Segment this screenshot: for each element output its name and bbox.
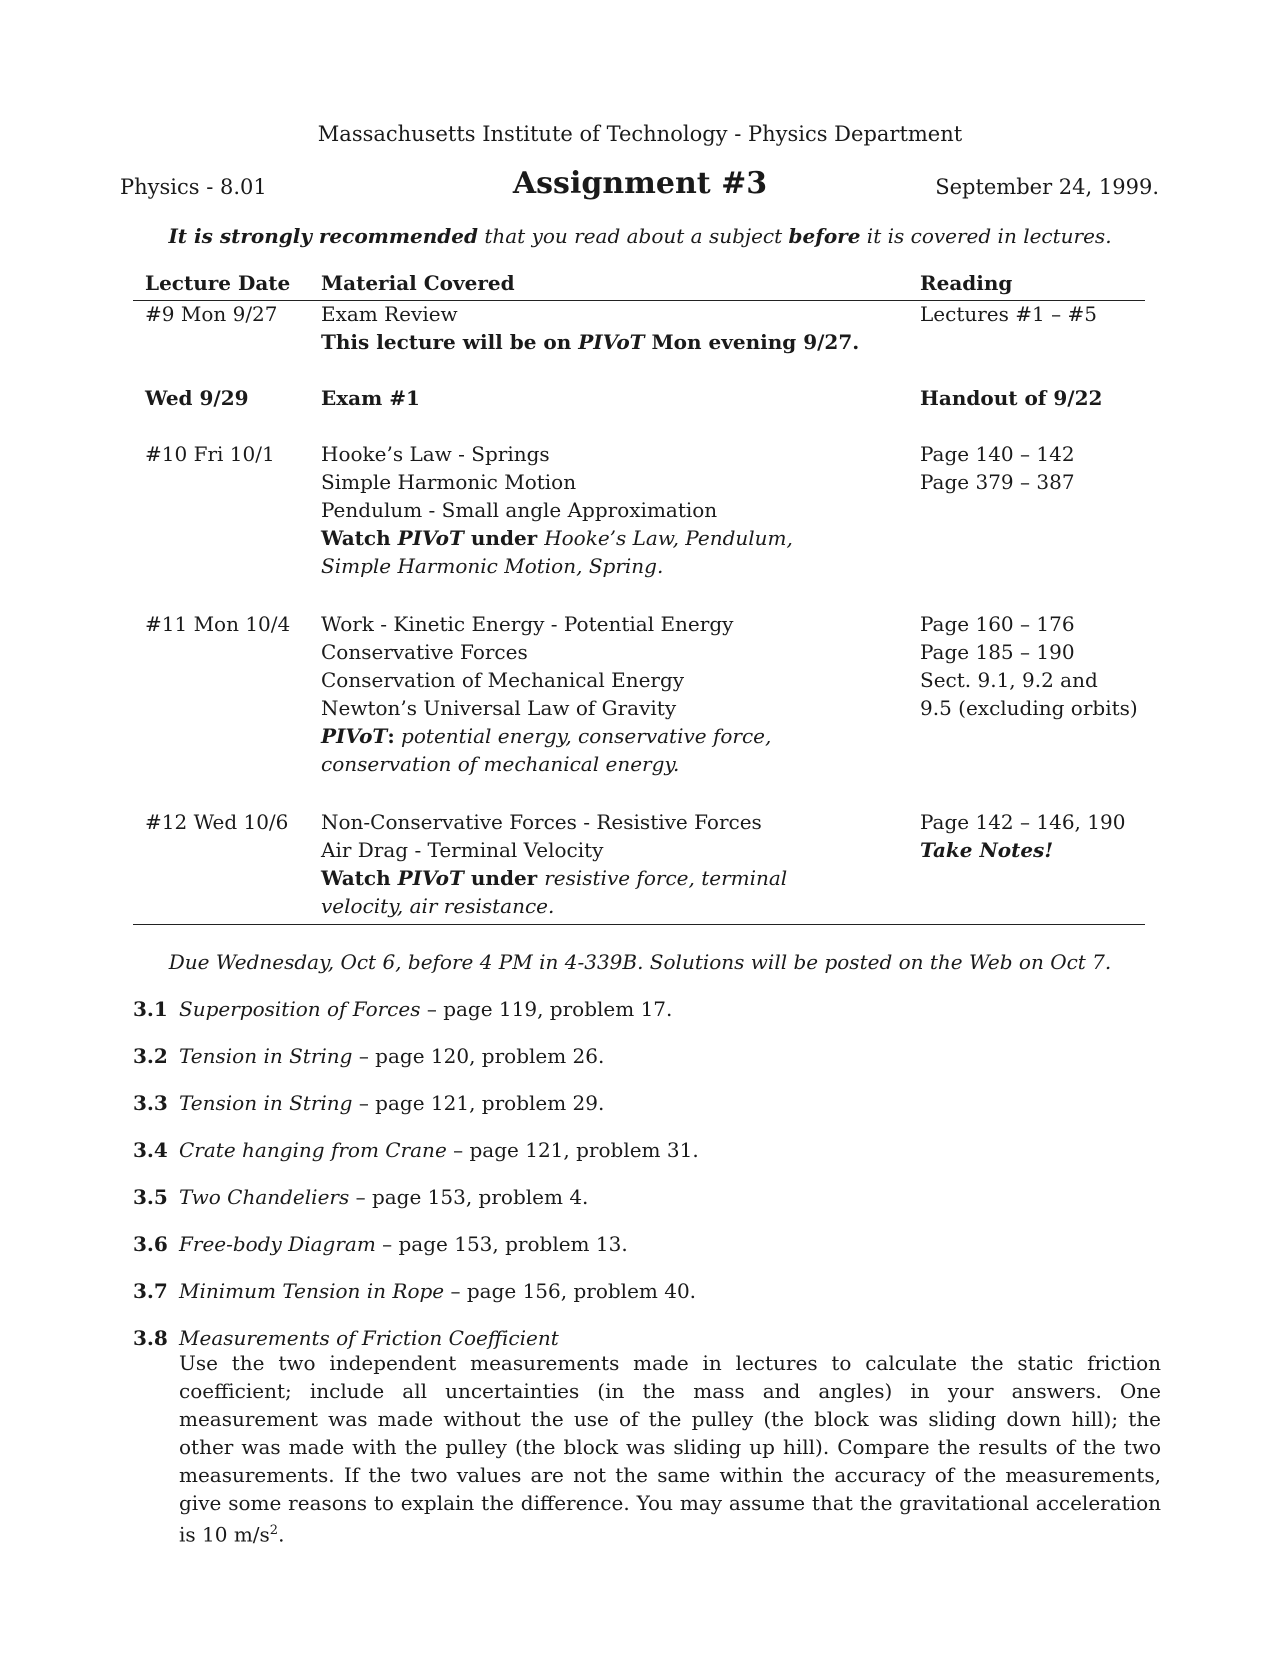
- lecture-date: #10 Fri 10/1: [145, 442, 275, 466]
- column-header-material: Material Covered: [321, 271, 515, 295]
- reading-line: Page 160 – 176: [920, 612, 1075, 636]
- pivot-label: PIVoT: [578, 330, 645, 354]
- problem-title: Tension in String: [179, 1091, 353, 1115]
- recommendation-text-1: that you read about a subject: [477, 224, 789, 248]
- period: .: [278, 1522, 285, 1547]
- material-line: Pendulum - Small angle Approximation: [321, 498, 718, 522]
- reading-line: Take Notes!: [920, 838, 1054, 862]
- problem-item: [133, 1044, 604, 1068]
- pivot-label: PIVoT: [397, 526, 464, 550]
- problem-reference: – page 119, problem 17.: [420, 997, 673, 1021]
- material-text: Watch: [321, 866, 398, 890]
- lecture-date: #9 Mon 9/27: [145, 302, 278, 326]
- material-line: Conservative Forces: [321, 640, 528, 664]
- reading-line: Lectures #1 – #5: [920, 302, 1097, 326]
- problem-reference: – page 153, problem 4.: [349, 1185, 589, 1209]
- problem-number: 3.7: [133, 1279, 168, 1303]
- recommendation-note: [0, 224, 1280, 248]
- problem-reference: – page 156, problem 40.: [444, 1279, 697, 1303]
- material-text: This lecture will be on: [321, 330, 579, 354]
- reading-line: Page 379 – 387: [920, 470, 1075, 494]
- institution-header: Massachusetts Institute of Technology - Physics Department: [317, 122, 963, 146]
- reading-line: Handout of 9/22: [920, 386, 1103, 410]
- problem-3-8-text: Use the two independent measurements made in lectures to calculate the static friction coefficient; include all uncertainties (in the mass and angles) in your answers. One measurement was made without the use of the pulley (the block was sliding down hill); the other was made with the pulley (the block was sliding up hill). Compare the results of the two measurements. If the two values are not the same within the accuracy of the measurements, give some reasons to explain the difference. You may assume that the gravitational acceleration is 10 m/s: [179, 1351, 1161, 1547]
- material-line: Newton’s Universal Law of Gravity: [321, 696, 677, 720]
- recommendation-emphasis: It is strongly recommended: [168, 224, 478, 248]
- problem-reference: – page 121, problem 29.: [352, 1091, 605, 1115]
- assignment-date: September 24, 1999.: [935, 175, 1159, 199]
- topic-list: potential energy, conservative force,: [394, 724, 772, 748]
- problem-number: 3.8: [133, 1326, 168, 1350]
- material-line: Simple Harmonic Motion: [321, 470, 577, 494]
- problem-title: Crate hanging from Crane: [179, 1138, 447, 1162]
- material-line: velocity, air resistance.: [321, 894, 555, 918]
- course-number: Physics - 8.01: [120, 175, 267, 199]
- pivot-label: PIVoT: [321, 724, 388, 748]
- problem-title: Two Chandeliers: [179, 1185, 350, 1209]
- material-text: :: [387, 724, 395, 748]
- reading-line: Page 185 – 190: [920, 640, 1075, 664]
- material-text: under: [463, 866, 545, 890]
- problem-number: 3.6: [133, 1232, 168, 1256]
- problem-item: [133, 1185, 588, 1209]
- problem-item: [133, 1326, 559, 1350]
- exponent: 2: [269, 1523, 279, 1538]
- reading-line: Page 142 – 146, 190: [920, 810, 1126, 834]
- problem-title: Measurements of Friction Coefficient: [179, 1326, 559, 1350]
- column-header-reading: Reading: [920, 271, 1013, 295]
- material-text: Watch: [321, 526, 398, 550]
- problem-number: 3.2: [133, 1044, 168, 1068]
- problem-item: [133, 1232, 628, 1256]
- problem-title: Free-body Diagram: [179, 1232, 376, 1256]
- material-line: Hooke’s Law - Springs: [321, 442, 550, 466]
- lecture-date: #12 Wed 10/6: [145, 810, 289, 834]
- topic-list: resistive force, terminal: [544, 866, 788, 890]
- material-line: Work - Kinetic Energy - Potential Energy: [321, 612, 734, 636]
- material-line: Conservation of Mechanical Energy: [321, 668, 685, 692]
- problem-number: 3.4: [133, 1138, 168, 1162]
- problem-title: Superposition of Forces: [179, 997, 421, 1021]
- problem-number: 3.3: [133, 1091, 168, 1115]
- material-text: under: [463, 526, 545, 550]
- reading-line: 9.5 (excluding orbits): [920, 696, 1138, 720]
- problem-reference: – page 153, problem 13.: [375, 1232, 628, 1256]
- reading-line: Page 140 – 142: [920, 442, 1075, 466]
- problem-item: [133, 997, 672, 1021]
- recommendation-text-2: it is covered in lectures.: [860, 224, 1112, 248]
- material-line: conservation of mechanical energy.: [321, 752, 680, 776]
- reading-line: Sect. 9.1, 9.2 and: [920, 668, 1098, 692]
- table-bottom-rule: [133, 924, 1145, 925]
- material-line: Air Drag - Terminal Velocity: [321, 838, 604, 862]
- material-line: [321, 330, 859, 354]
- column-header-lecture-date: Lecture Date: [145, 271, 291, 295]
- problem-3-8-description: [179, 1349, 1161, 1549]
- lecture-date: #11 Mon 10/4: [145, 612, 291, 636]
- problem-reference: – page 120, problem 26.: [352, 1044, 605, 1068]
- problem-title: Tension in String: [179, 1044, 353, 1068]
- material-line: Simple Harmonic Motion, Spring.: [321, 554, 664, 578]
- problem-item: [133, 1091, 604, 1115]
- problem-number: 3.5: [133, 1185, 168, 1209]
- page-title: Assignment #3: [512, 166, 768, 201]
- material-line: Non-Conservative Forces - Resistive Forces: [321, 810, 762, 834]
- problem-reference: – page 121, problem 31.: [446, 1138, 699, 1162]
- table-top-rule: [133, 300, 1145, 301]
- lecture-date: Wed 9/29: [145, 386, 249, 410]
- problem-item: [133, 1138, 699, 1162]
- problem-title: Minimum Tension in Rope: [179, 1279, 445, 1303]
- material-line: [321, 526, 793, 550]
- material-line: [321, 724, 771, 748]
- due-date-note: Due Wednesday, Oct 6, before 4 PM in 4-339B. Solutions will be posted on the Web on Oct 7.: [168, 950, 1112, 974]
- material-line: [321, 866, 787, 890]
- material-line: Exam #1: [321, 386, 420, 410]
- material-line: Exam Review: [321, 302, 458, 326]
- problem-item: [133, 1279, 696, 1303]
- material-text: Mon evening 9/27.: [644, 330, 860, 354]
- topic-list: Hooke’s Law, Pendulum,: [544, 526, 793, 550]
- recommendation-before: before: [788, 224, 861, 248]
- problem-number: 3.1: [133, 997, 168, 1021]
- pivot-label: PIVoT: [397, 866, 464, 890]
